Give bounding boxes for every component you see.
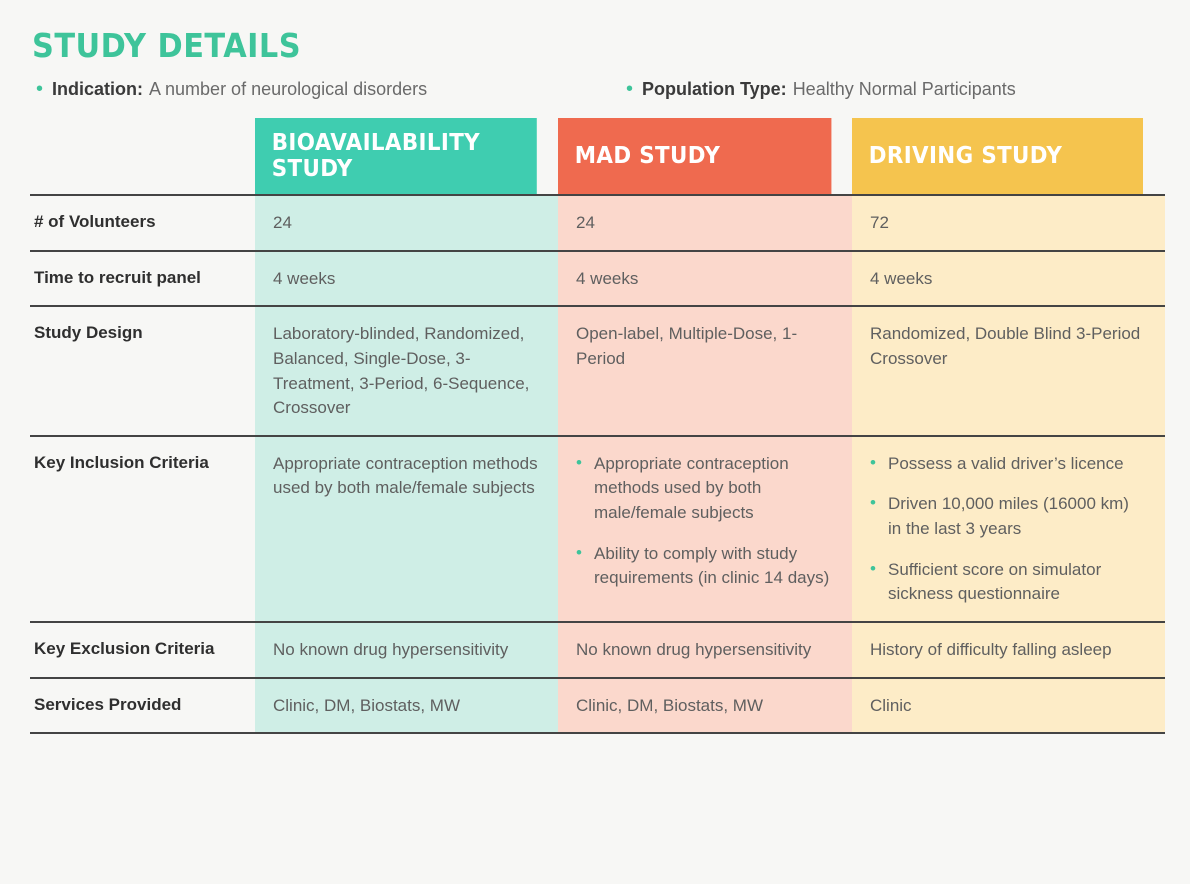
row-label-study-design: Study Design: [30, 306, 255, 436]
row-label-time-to-recruit: Time to recruit panel: [30, 251, 255, 307]
criteria-list: [576, 452, 832, 591]
cell-recruit-bioavailability: 4 weeks: [255, 251, 558, 307]
meta-value-population-type: Healthy Normal Participants: [792, 79, 1016, 99]
cell-services-driving: Clinic: [852, 678, 1165, 734]
cell-inclusion-bioavailability: Appropriate contraception methods used by both male/female subjects: [255, 436, 558, 622]
cell-volunteers-bioavailability: 24: [255, 195, 558, 251]
meta-value-indication: A number of neurological disorders: [149, 79, 428, 99]
cell-volunteers-mad: 24: [558, 195, 852, 251]
cell-inclusion-mad: [558, 436, 852, 622]
cell-exclusion-bioavailability: No known drug hypersensitivity: [255, 622, 558, 678]
cell-exclusion-driving: History of difficulty falling asleep: [852, 622, 1165, 678]
list-item: • Possess a valid driver’s licence: [870, 452, 1145, 477]
study-comparison-table: [30, 118, 1165, 734]
table-row: [30, 622, 1165, 678]
cell-inclusion-driving: [852, 436, 1165, 622]
meta-label-indication: Indication:: [52, 79, 144, 99]
table-row: [30, 678, 1165, 734]
criteria-list: [870, 452, 1145, 607]
cell-design-driving: Randomized, Double Blind 3-Period Crossover: [852, 306, 1165, 436]
row-label-key-inclusion: Key Inclusion Criteria: [30, 436, 255, 622]
meta-item-indication: [36, 79, 626, 100]
table-row: [30, 195, 1165, 251]
column-header-mad-study: MAD STUDY: [558, 118, 831, 195]
table-row: [30, 251, 1165, 307]
bullet-icon: •: [626, 78, 634, 100]
meta-item-population-type: [626, 79, 1016, 100]
row-label-volunteers: # of Volunteers: [30, 195, 255, 251]
meta-label-population-type: Population Type:: [642, 79, 787, 99]
study-meta-row: [36, 79, 1162, 100]
row-label-key-exclusion: Key Exclusion Criteria: [30, 622, 255, 678]
table-row: [30, 306, 1165, 436]
cell-services-bioavailability: Clinic, DM, Biostats, MW: [255, 678, 558, 734]
table-corner-cell: [30, 118, 255, 195]
cell-volunteers-driving: 72: [852, 195, 1165, 251]
page-title: STUDY DETAILS: [32, 26, 302, 65]
cell-recruit-mad: 4 weeks: [558, 251, 852, 307]
list-item: • Appropriate contraception methods used by both male/female subjects: [576, 452, 832, 526]
column-header-driving-study: DRIVING STUDY: [852, 118, 1143, 195]
column-header-bioavailability-study: BIOAVAILABILITY STUDY: [255, 118, 537, 195]
list-item: • Sufficient score on simulator sickness questionnaire: [870, 558, 1145, 607]
cell-recruit-driving: 4 weeks: [852, 251, 1165, 307]
cell-design-bioavailability: Laboratory-blinded, Randomized, Balanced, Single-Dose, 3-Treatment, 3-Period, 6-Sequence, Crossover: [255, 306, 558, 436]
cell-exclusion-mad: No known drug hypersensitivity: [558, 622, 852, 678]
cell-design-mad: Open-label, Multiple-Dose, 1-Period: [558, 306, 852, 436]
list-item: • Driven 10,000 miles (16000 km) in the last 3 years: [870, 492, 1145, 541]
cell-services-mad: Clinic, DM, Biostats, MW: [558, 678, 852, 734]
table-row: [30, 436, 1165, 622]
bullet-icon: •: [36, 78, 44, 100]
row-label-services-provided: Services Provided: [30, 678, 255, 734]
list-item: • Ability to comply with study requirements (in clinic 14 days): [576, 542, 832, 591]
table-header-row: [30, 118, 1165, 195]
